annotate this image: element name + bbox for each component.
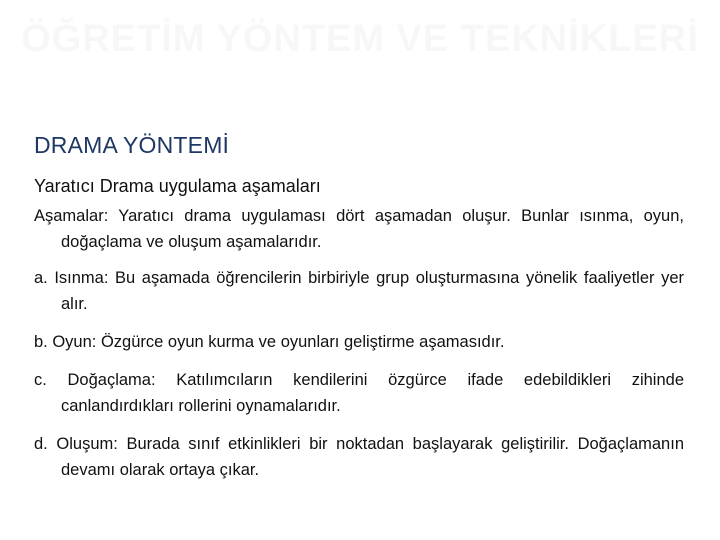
paragraph-formation: d. Oluşum: Burada sınıf etkinlikleri bir noktadan başlayarak geliştirilir. Doğaçlamanın devamı olarak ortaya çıkar. <box>34 435 684 479</box>
content-body <box>34 203 684 495</box>
slide-title: ÖĞRETİM YÖNTEM VE TEKNİKLERİ <box>21 18 699 60</box>
paragraph-improvisation: c. Doğaçlama: Katılımcıların kendilerini özgürce ifade edebildikleri zihinde canlandırdıkları rollerini oynamalarıdır. <box>34 371 684 415</box>
subheading: Yaratıcı Drama uygulama aşamaları <box>34 176 321 196</box>
section-heading: DRAMA YÖNTEMİ <box>34 132 230 158</box>
paragraph-warmup: a. Isınma: Bu aşamada öğrencilerin birbiriyle grup oluşturmasına yönelik faaliyetler yer alır. <box>34 269 684 313</box>
paragraph-play: b. Oyun: Özgürce oyun kurma ve oyunları geliştirme aşamasıdır. <box>34 333 505 351</box>
paragraph-stages-intro: Aşamalar: Yaratıcı drama uygulaması dört aşamadan oluşur. Bunlar ısınma, oyun, doğaçlama ve oluşum aşamalarıdır. <box>34 207 684 251</box>
